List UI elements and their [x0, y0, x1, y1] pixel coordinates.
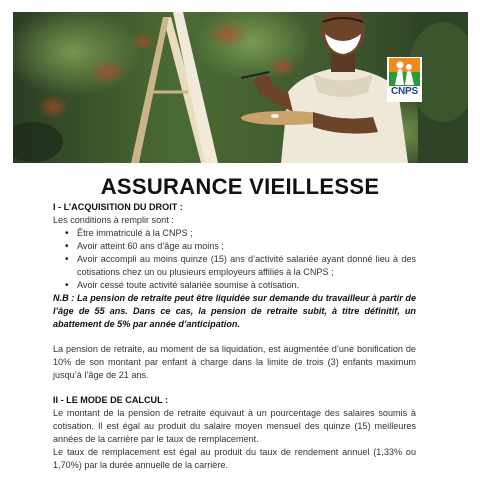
condition-item: • Avoir accompli au moins quinze (15) ans d’activité salariée ayant donné lieu à des cotisations chez un ou plusieurs employeurs affiliés à la CNPS ;	[65, 253, 416, 279]
spacer	[53, 382, 416, 394]
condition-item: • Avoir cessé toute activité salariée soumise à cotisation.	[65, 279, 416, 292]
section1-heading: I - L’ACQUISITION DU DROIT :	[53, 202, 183, 212]
spacer	[53, 331, 416, 343]
nb-note: N.B : La pension de retraite peut être liquidée sur demande du travailleur à partir de l’âge de 55 ans. Dans ce cas, la pension de retraite subit, à titre définitif, un abattement de 5% par année d’anticipation.	[53, 293, 416, 329]
conditions-list	[53, 227, 416, 292]
cnps-logo-text: CNPS	[391, 86, 418, 97]
section2-paragraph-2: Le taux de remplacement est égal au produit du taux de rendement annuel (1,33% ou 1,70%) par la durée annuelle de la carrière.	[53, 447, 416, 470]
section1-paragraph: La pension de retraite, au moment de sa liquidation, est augmentée d’une bonification de 10% de son montant par enfant à charge dans la limite de trois (3) enfants maximum jusqu’à l’âge de 21 ans.	[53, 344, 416, 380]
cnps-logo-mark-icon	[389, 58, 420, 86]
document-content	[53, 201, 416, 472]
condition-item: • Être immatriculé à la CNPS ;	[65, 227, 416, 240]
section2-paragraph-1: Le montant de la pension de retraite équivaut à un pourcentage des salaires soumis à cotisation. Il est égal au produit du salaire moyen mensuel des quinze (15) meilleures années de la carrière par le taux de remplacement.	[53, 408, 416, 444]
section2-heading: II - LE MODE DE CALCUL :	[53, 395, 169, 405]
section1-intro: Les conditions à remplir sont :	[53, 215, 174, 225]
condition-item: • Avoir atteint 60 ans d’âge au moins ;	[65, 240, 416, 253]
cnps-logo	[387, 57, 422, 102]
page-title: ASSURANCE VIEILLESSE	[100, 174, 380, 199]
